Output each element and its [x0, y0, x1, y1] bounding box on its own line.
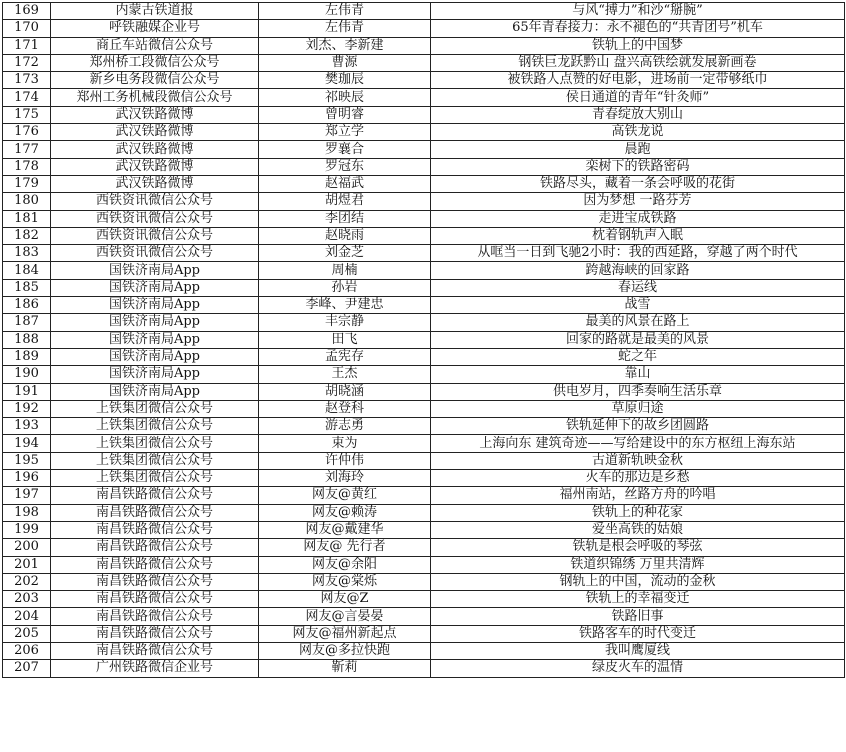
row-number-cell: 196 — [3, 470, 51, 487]
row-number-cell: 182 — [3, 227, 51, 244]
publisher-cell: 南昌铁路微信公众号 — [51, 591, 259, 608]
table-row — [3, 539, 845, 556]
title-cell: 钢铁巨龙跃黔山 盘兴高铁绘就发展新画卷 — [431, 54, 845, 71]
title-cell: 靠山 — [431, 366, 845, 383]
publisher-cell: 广州铁路微信企业号 — [51, 660, 259, 677]
publisher-cell: 国铁济南局App — [51, 348, 259, 365]
title-cell: 因为梦想 一路芬芳 — [431, 193, 845, 210]
publisher-cell: 南昌铁路微信公众号 — [51, 556, 259, 573]
author-cell: 曾明睿 — [259, 106, 431, 123]
publisher-cell: 武汉铁路微博 — [51, 124, 259, 141]
row-number-cell: 194 — [3, 435, 51, 452]
row-number-cell: 193 — [3, 418, 51, 435]
publisher-cell: 南昌铁路微信公众号 — [51, 521, 259, 538]
author-cell: 胡煜君 — [259, 193, 431, 210]
row-number-cell: 203 — [3, 591, 51, 608]
row-number-cell: 181 — [3, 210, 51, 227]
title-cell: 铁轨上的幸福变迁 — [431, 591, 845, 608]
publisher-cell: 南昌铁路微信公众号 — [51, 487, 259, 504]
publisher-cell: 郑州桥工段微信公众号 — [51, 54, 259, 71]
table-row — [3, 20, 845, 37]
row-number-cell: 180 — [3, 193, 51, 210]
table-row — [3, 141, 845, 158]
table-row — [3, 37, 845, 54]
row-number-cell: 192 — [3, 400, 51, 417]
author-cell: 孙岩 — [259, 279, 431, 296]
title-cell: 草原归途 — [431, 400, 845, 417]
title-cell: 春运线 — [431, 279, 845, 296]
table-row — [3, 314, 845, 331]
table-row — [3, 573, 845, 590]
table-row — [3, 504, 845, 521]
row-number-cell: 195 — [3, 452, 51, 469]
title-cell: 65年青春接力：永不褪色的“共青团号”机车 — [431, 20, 845, 37]
table-row — [3, 193, 845, 210]
table-row — [3, 106, 845, 123]
author-cell: 曹源 — [259, 54, 431, 71]
title-cell: 火车的那边是乡愁 — [431, 470, 845, 487]
table-row — [3, 124, 845, 141]
title-cell: 铁轨上的种花家 — [431, 504, 845, 521]
row-number-cell: 197 — [3, 487, 51, 504]
title-cell: 铁道织锦绣 万里共清辉 — [431, 556, 845, 573]
publisher-cell: 上铁集团微信公众号 — [51, 452, 259, 469]
title-cell: 铁路旧事 — [431, 608, 845, 625]
author-cell: 左伟青 — [259, 3, 431, 20]
table-row — [3, 3, 845, 20]
author-cell: 刘金芝 — [259, 245, 431, 262]
publisher-cell: 国铁济南局App — [51, 314, 259, 331]
row-number-cell: 199 — [3, 521, 51, 538]
row-number-cell: 191 — [3, 383, 51, 400]
awards-table — [2, 2, 845, 678]
publisher-cell: 国铁济南局App — [51, 262, 259, 279]
author-cell: 王杰 — [259, 366, 431, 383]
author-cell: 网友@福州新起点 — [259, 625, 431, 642]
title-cell: 跨越海峡的回家路 — [431, 262, 845, 279]
table-row — [3, 521, 845, 538]
table-row — [3, 175, 845, 192]
table-row — [3, 331, 845, 348]
row-number-cell: 179 — [3, 175, 51, 192]
publisher-cell: 国铁济南局App — [51, 331, 259, 348]
table-row — [3, 400, 845, 417]
row-number-cell: 169 — [3, 3, 51, 20]
table-row — [3, 470, 845, 487]
table-row — [3, 383, 845, 400]
row-number-cell: 183 — [3, 245, 51, 262]
author-cell: 束为 — [259, 435, 431, 452]
publisher-cell: 商丘车站微信公众号 — [51, 37, 259, 54]
publisher-cell: 西铁资讯微信公众号 — [51, 210, 259, 227]
publisher-cell: 武汉铁路微博 — [51, 175, 259, 192]
row-number-cell: 177 — [3, 141, 51, 158]
title-cell: 栾树下的铁路密码 — [431, 158, 845, 175]
title-cell: 蛇之年 — [431, 348, 845, 365]
table-row — [3, 591, 845, 608]
publisher-cell: 郑州工务机械段微信公众号 — [51, 89, 259, 106]
author-cell: 赵福武 — [259, 175, 431, 192]
row-number-cell: 186 — [3, 297, 51, 314]
title-cell: 青春绽放大别山 — [431, 106, 845, 123]
row-number-cell: 174 — [3, 89, 51, 106]
title-cell: 回家的路就是最美的风景 — [431, 331, 845, 348]
publisher-cell: 上铁集团微信公众号 — [51, 435, 259, 452]
row-number-cell: 185 — [3, 279, 51, 296]
publisher-cell: 南昌铁路微信公众号 — [51, 573, 259, 590]
table-row — [3, 262, 845, 279]
author-cell: 胡晓涵 — [259, 383, 431, 400]
title-cell: 供电岁月，四季奏响生活乐章 — [431, 383, 845, 400]
author-cell: 李峰、尹建忠 — [259, 297, 431, 314]
table-row — [3, 487, 845, 504]
author-cell: 网友@戴建华 — [259, 521, 431, 538]
row-number-cell: 178 — [3, 158, 51, 175]
publisher-cell: 国铁济南局App — [51, 297, 259, 314]
row-number-cell: 176 — [3, 124, 51, 141]
publisher-cell: 南昌铁路微信公众号 — [51, 642, 259, 659]
row-number-cell: 204 — [3, 608, 51, 625]
table-row — [3, 608, 845, 625]
title-cell: 钢轨上的中国，流动的金秋 — [431, 573, 845, 590]
title-cell: 铁路客车的时代变迁 — [431, 625, 845, 642]
row-number-cell: 170 — [3, 20, 51, 37]
row-number-cell: 184 — [3, 262, 51, 279]
title-cell: 晨跑 — [431, 141, 845, 158]
author-cell: 许仲伟 — [259, 452, 431, 469]
row-number-cell: 189 — [3, 348, 51, 365]
publisher-cell: 南昌铁路微信公众号 — [51, 608, 259, 625]
row-number-cell: 173 — [3, 72, 51, 89]
publisher-cell: 上铁集团微信公众号 — [51, 418, 259, 435]
table-row — [3, 72, 845, 89]
author-cell: 网友@棠烁 — [259, 573, 431, 590]
title-cell: 铁轨是根会呼吸的琴弦 — [431, 539, 845, 556]
title-cell: 高铁龙说 — [431, 124, 845, 141]
row-number-cell: 187 — [3, 314, 51, 331]
author-cell: 游志勇 — [259, 418, 431, 435]
table-row — [3, 279, 845, 296]
author-cell: 网友@多拉快跑 — [259, 642, 431, 659]
publisher-cell: 南昌铁路微信公众号 — [51, 625, 259, 642]
table-row — [3, 297, 845, 314]
table-row — [3, 642, 845, 659]
publisher-cell: 西铁资讯微信公众号 — [51, 227, 259, 244]
publisher-cell: 国铁济南局App — [51, 383, 259, 400]
author-cell: 网友@Z — [259, 591, 431, 608]
table-row — [3, 366, 845, 383]
author-cell: 祁映辰 — [259, 89, 431, 106]
title-cell: 我叫鹰厦线 — [431, 642, 845, 659]
row-number-cell: 201 — [3, 556, 51, 573]
author-cell: 罗襄合 — [259, 141, 431, 158]
publisher-cell: 上铁集团微信公众号 — [51, 400, 259, 417]
publisher-cell: 上铁集团微信公众号 — [51, 470, 259, 487]
publisher-cell: 国铁济南局App — [51, 279, 259, 296]
title-cell: 铁轨上的中国梦 — [431, 37, 845, 54]
publisher-cell: 西铁资讯微信公众号 — [51, 193, 259, 210]
title-cell: 福州南站，丝路方舟的吟唱 — [431, 487, 845, 504]
author-cell: 赵晓雨 — [259, 227, 431, 244]
title-cell: 被铁路人点赞的好电影，进场前一定带够纸巾 — [431, 72, 845, 89]
table-row — [3, 660, 845, 677]
author-cell: 网友@ 先行者 — [259, 539, 431, 556]
publisher-cell: 南昌铁路微信公众号 — [51, 504, 259, 521]
publisher-cell: 武汉铁路微博 — [51, 106, 259, 123]
publisher-cell: 新乡电务段微信公众号 — [51, 72, 259, 89]
author-cell: 网友@赖涛 — [259, 504, 431, 521]
row-number-cell: 205 — [3, 625, 51, 642]
title-cell: 上海向东 建筑奇迹——写给建设中的东方枢纽上海东站 — [431, 435, 845, 452]
author-cell: 郑立学 — [259, 124, 431, 141]
title-cell: 从哐当一日到飞驰2小时：我的西延路，穿越了两个时代 — [431, 245, 845, 262]
row-number-cell: 198 — [3, 504, 51, 521]
title-cell: 古道新轨映金秋 — [431, 452, 845, 469]
publisher-cell: 呼铁融媒企业号 — [51, 20, 259, 37]
row-number-cell: 207 — [3, 660, 51, 677]
title-cell: 铁轨延伸下的故乡团圆路 — [431, 418, 845, 435]
row-number-cell: 190 — [3, 366, 51, 383]
title-cell: 铁路尽头，藏着一条会呼吸的花街 — [431, 175, 845, 192]
row-number-cell: 206 — [3, 642, 51, 659]
author-cell: 田飞 — [259, 331, 431, 348]
table-row — [3, 625, 845, 642]
row-number-cell: 202 — [3, 573, 51, 590]
table-row — [3, 158, 845, 175]
publisher-cell: 武汉铁路微博 — [51, 141, 259, 158]
table-row — [3, 227, 845, 244]
author-cell: 李团结 — [259, 210, 431, 227]
table-row — [3, 556, 845, 573]
title-cell: 走进宝成铁路 — [431, 210, 845, 227]
author-cell: 刘海玲 — [259, 470, 431, 487]
row-number-cell: 188 — [3, 331, 51, 348]
author-cell: 孟宪存 — [259, 348, 431, 365]
author-cell: 靳莉 — [259, 660, 431, 677]
author-cell: 樊珈辰 — [259, 72, 431, 89]
row-number-cell: 172 — [3, 54, 51, 71]
author-cell: 网友@言晏晏 — [259, 608, 431, 625]
title-cell: 与风“搏力”和沙“掰腕” — [431, 3, 845, 20]
title-cell: 绿皮火车的温情 — [431, 660, 845, 677]
author-cell: 网友@黄红 — [259, 487, 431, 504]
author-cell: 左伟青 — [259, 20, 431, 37]
author-cell: 刘杰、李新建 — [259, 37, 431, 54]
table-row — [3, 418, 845, 435]
title-cell: 枕着钢轨声入眠 — [431, 227, 845, 244]
title-cell: 侯日通道的青年“针灸师” — [431, 89, 845, 106]
publisher-cell: 内蒙古铁道报 — [51, 3, 259, 20]
publisher-cell: 武汉铁路微博 — [51, 158, 259, 175]
title-cell: 最美的风景在路上 — [431, 314, 845, 331]
row-number-cell: 171 — [3, 37, 51, 54]
table-row — [3, 210, 845, 227]
table-body — [3, 3, 845, 678]
table-row — [3, 348, 845, 365]
author-cell: 赵登科 — [259, 400, 431, 417]
author-cell: 丰宗静 — [259, 314, 431, 331]
publisher-cell: 西铁资讯微信公众号 — [51, 245, 259, 262]
author-cell: 周楠 — [259, 262, 431, 279]
table-row — [3, 435, 845, 452]
publisher-cell: 国铁济南局App — [51, 366, 259, 383]
row-number-cell: 175 — [3, 106, 51, 123]
title-cell: 爱坐高铁的姑娘 — [431, 521, 845, 538]
table-row — [3, 54, 845, 71]
author-cell: 罗冠东 — [259, 158, 431, 175]
table-row — [3, 245, 845, 262]
row-number-cell: 200 — [3, 539, 51, 556]
author-cell: 网友@余阳 — [259, 556, 431, 573]
table-row — [3, 89, 845, 106]
table-row — [3, 452, 845, 469]
title-cell: 战雪 — [431, 297, 845, 314]
publisher-cell: 南昌铁路微信公众号 — [51, 539, 259, 556]
